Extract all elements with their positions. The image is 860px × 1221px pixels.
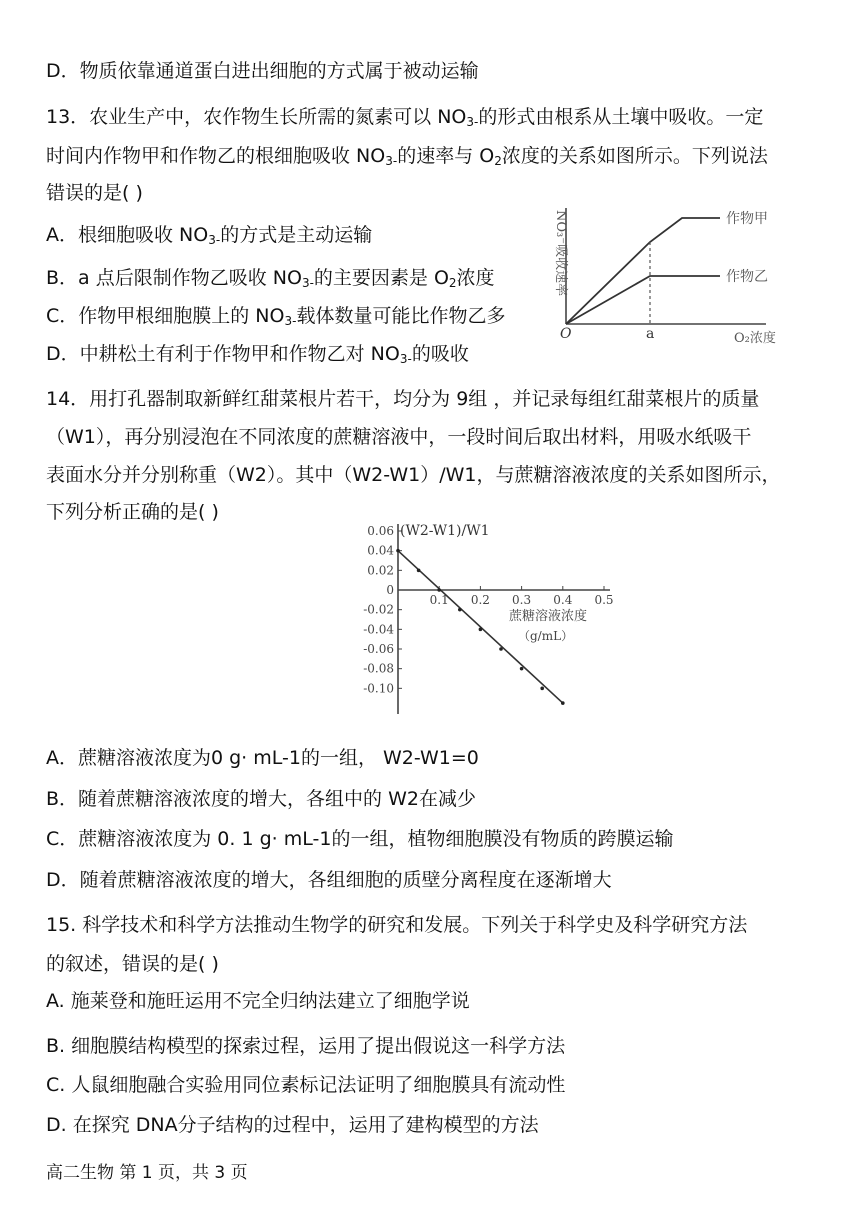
q14-y-tick-label: -0.02 (363, 602, 394, 617)
q13-stem-l1-a: 13．农业生产中，农作物生长所需的氮素可以 NO (46, 106, 467, 128)
q13-a-label: a (646, 326, 655, 342)
q14-stem-line1: 14．用打孔器制取新鲜红甜菜根片若干，均分为 9组 ，并记录每组红甜菜根片的质量 (46, 388, 760, 410)
q13-opt-a-b: 的方式是主动运输 (220, 224, 373, 246)
q15-stem-line2: 的叙述，错误的是( ) (46, 953, 219, 975)
q14-chart (352, 514, 622, 720)
q14-data-point (417, 569, 421, 573)
q13-opt-b-b: 的主要因素是 O (313, 267, 449, 289)
q14-y-tick-label: -0.08 (363, 661, 394, 676)
q14-data-point (520, 667, 524, 671)
q14-x-label-line2: （g/mL） (518, 629, 574, 643)
q14-option-a: A．蔗糖溶液浓度为0 g· mL-1的一组， W2-W1=0 (46, 747, 479, 769)
q14-data-point (396, 549, 400, 553)
q14-data-point (479, 628, 483, 632)
q14-data-point (540, 687, 544, 691)
q14-x-tick-label: 0.4 (553, 593, 573, 607)
q13-figure (530, 196, 790, 346)
q13-opt-b-a: B．a 点后限制作物乙吸收 NO (46, 267, 302, 289)
no3-sub: 3- (385, 154, 398, 168)
q13-opt-b-c: 浓度 (456, 267, 495, 289)
q14-stem-line2: （W1），再分别浸泡在不同浓度的蔗糖溶液中，一段时间后取出材料，用吸水纸吸干 (46, 426, 752, 448)
q15-stem-line1: 15. 科学技术和科学方法推动生物学的研究和发展。下列关于科学史及科学研究方法 (46, 914, 748, 936)
q14-x-label-line1: 蔗糖溶液浓度 (509, 609, 588, 624)
q14-y-tick-label: 0.06 (367, 524, 394, 538)
q13-option-c (46, 303, 505, 334)
q14-y-tick-label: 0.04 (367, 543, 394, 558)
q13-opt-d-a: D．中耕松土有利于作物甲和作物乙对 NO (46, 343, 400, 365)
no3-sub: 3- (301, 276, 314, 290)
q13-option-d (46, 341, 469, 372)
q13-stem-l2-b: 的速率与 O (397, 145, 495, 167)
q14-data-point (458, 608, 462, 612)
series-crop-b-label: 作物乙 (726, 269, 768, 285)
no3-sub: 3- (208, 233, 221, 247)
q13-option-b (46, 265, 495, 296)
no3-sub: 3- (466, 115, 479, 129)
q15-option-d: D. 在探究 DNA分子结构的过程中，运用了建构模型的方法 (46, 1114, 539, 1136)
q14-y-tick-label: -0.06 (363, 642, 394, 656)
series-crop-a-label: 作物甲 (726, 211, 768, 227)
q14-stem-line3: 表面水分并分别称重（W2）。其中（W2-W1）/W1，与蔗糖溶液浓度的关系如图所示， (46, 464, 781, 486)
q15-option-c: C. 人鼠细胞融合实验用同位素标记法证明了细胞膜具有流动性 (46, 1074, 566, 1096)
q15-option-b: B. 细胞膜结构模型的探索过程，运用了提出假说这一科学方法 (46, 1035, 566, 1057)
q13-stem-l1-b: 的形式由根系从土壤中吸收。一定 (478, 106, 764, 128)
q13-x-label: O₂浓度 (734, 331, 776, 346)
q14-x-tick-label: 0.5 (594, 593, 614, 607)
q13-opt-d-b: 的吸收 (411, 343, 469, 365)
q14-option-d: D．随着蔗糖溶液浓度的增大，各组细胞的质壁分离程度在逐渐增大 (46, 869, 612, 891)
no3-sub: 3- (284, 314, 297, 328)
q14-x-tick-label: 0.3 (512, 593, 532, 607)
q14-y-tick-label: -0.10 (363, 681, 394, 696)
q13-stem-line3: 错误的是( ) (46, 182, 143, 204)
q14-y-tick-label: 0 (386, 583, 394, 597)
q14-y-tick-label: -0.04 (363, 622, 394, 637)
q13-option-a (46, 222, 372, 253)
q14-chart-title: (W2-W1)/W1 (400, 523, 490, 539)
q14-stem-line4: 下列分析正确的是( ) (46, 501, 219, 523)
q14-y-tick-label: 0.02 (367, 563, 394, 578)
q14-option-c: C．蔗糖溶液浓度为 0. 1 g· mL-1的一组，植物细胞膜没有物质的跨膜运输 (46, 828, 674, 850)
q14-x-tick-label: 0.1 (429, 593, 449, 607)
q13-origin: O (560, 326, 572, 342)
q14-option-b: B．随着蔗糖溶液浓度的增大，各组中的 W2在减少 (46, 788, 476, 810)
q12-option-d: D．物质依靠通道蛋白进出细胞的方式属于被动运输 (46, 60, 479, 82)
q13-opt-a-a: A．根细胞吸收 NO (46, 224, 209, 246)
o2-sub: 2 (448, 276, 457, 290)
q13-stem-l2-c: 浓度的关系如图所示。下列说法 (501, 145, 768, 167)
q13-opt-c-b: 载体数量可能比作物乙多 (296, 305, 506, 327)
o2-sub: 2 (494, 154, 502, 168)
q13-stem-line2 (46, 143, 768, 174)
page-footer: 高二生物 第 1 页，共 3 页 (46, 1163, 248, 1183)
q13-stem-line1 (46, 104, 763, 135)
q13-y-label: NO₃⁻吸收速率 (553, 210, 568, 297)
no3-sub: 3- (399, 352, 412, 366)
q15-option-a: A. 施莱登和施旺运用不完全归纳法建立了细胞学说 (46, 990, 470, 1012)
q13-opt-c-a: C．作物甲根细胞膜上的 NO (46, 305, 285, 327)
q14-data-point (437, 588, 441, 592)
q14-x-tick-label: 0.2 (470, 593, 490, 607)
q13-stem-l2-a: 时间内作物甲和作物乙的根细胞吸收 NO (46, 145, 386, 167)
q14-data-point (499, 647, 503, 651)
q14-data-point (561, 701, 565, 705)
